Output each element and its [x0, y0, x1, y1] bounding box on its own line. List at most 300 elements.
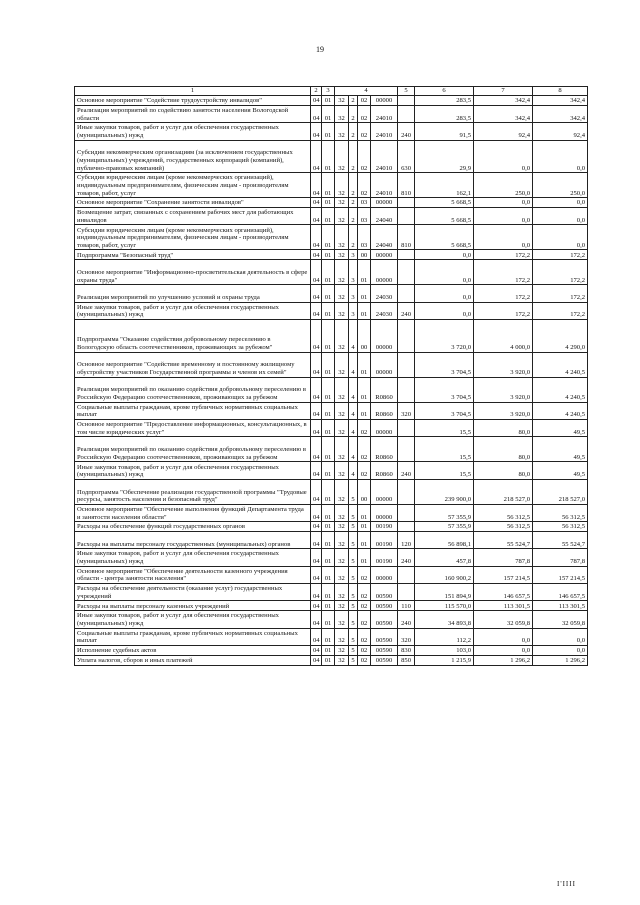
table-row [75, 302, 588, 319]
row-code-direction: 24010 [371, 123, 398, 140]
row-code-subsection: 01 [322, 260, 335, 285]
row-code-subsection: 01 [322, 250, 335, 260]
row-code-direction: 24010 [371, 140, 398, 173]
row-code-section: 04 [311, 549, 322, 566]
row-value-col7: 172,2 [474, 250, 533, 260]
row-code-event: 03 [358, 198, 371, 208]
row-code-direction: R0860 [371, 402, 398, 419]
row-code-section: 04 [311, 402, 322, 419]
row-value-col8: 342,4 [533, 105, 588, 122]
row-value-col6: 5 668,5 [415, 225, 474, 250]
row-code-event: 02 [358, 462, 371, 479]
row-code-program: 32 [335, 140, 349, 173]
row-code-subprogram: 4 [349, 419, 358, 436]
row-code-subsection: 01 [322, 105, 335, 122]
row-code-subsection: 01 [322, 646, 335, 656]
row-code-section: 04 [311, 462, 322, 479]
row-code-event: 02 [358, 601, 371, 611]
row-code-direction: 00190 [371, 549, 398, 566]
row-value-col6: 151 894,9 [415, 584, 474, 601]
row-code-direction: 00000 [371, 319, 398, 352]
row-value-col8: 4 240,5 [533, 402, 588, 419]
row-value-col8: 92,4 [533, 123, 588, 140]
row-value-col8: 0,0 [533, 198, 588, 208]
row-code-expense-type: 240 [398, 302, 415, 319]
row-value-col8: 4 240,5 [533, 352, 588, 377]
row-value-col7: 342,4 [474, 105, 533, 122]
row-name: Расходы на обеспечение функций государственных органов [75, 522, 311, 532]
row-code-program: 32 [335, 302, 349, 319]
row-code-subprogram: 5 [349, 549, 358, 566]
row-code-program: 32 [335, 123, 349, 140]
row-value-col7: 0,0 [474, 628, 533, 645]
column-header-4: 4 [335, 87, 398, 96]
row-code-subsection: 01 [322, 377, 335, 402]
row-name: Подпрограмма "Оказание содействия добровольному переселению в Вологодскую область соотечественников, проживающих за рубежом" [75, 319, 311, 352]
row-code-expense-type [398, 352, 415, 377]
row-code-section: 04 [311, 584, 322, 601]
row-code-direction: 24030 [371, 285, 398, 302]
row-code-expense-type [398, 419, 415, 436]
row-code-direction: 00590 [371, 628, 398, 645]
row-code-section: 04 [311, 352, 322, 377]
row-value-col7: 0,0 [474, 207, 533, 224]
row-code-subprogram: 5 [349, 628, 358, 645]
row-value-col8: 56 312,5 [533, 522, 588, 532]
row-code-subsection: 01 [322, 628, 335, 645]
row-code-program: 32 [335, 584, 349, 601]
row-code-program: 32 [335, 531, 349, 548]
row-code-subprogram: 5 [349, 531, 358, 548]
table-row [75, 628, 588, 645]
row-name: Расходы на обеспечение деятельности (оказание услуг) государственных учреждений [75, 584, 311, 601]
row-value-col8: 218 527,0 [533, 479, 588, 504]
row-value-col8: 172,2 [533, 285, 588, 302]
row-code-section: 04 [311, 198, 322, 208]
row-code-program: 32 [335, 646, 349, 656]
table-row [75, 531, 588, 548]
row-name: Основное мероприятие "Содействие временному и постоянному жилищному обустройству участников Государственной программы и членов их семей" [75, 352, 311, 377]
row-value-col8: 56 312,5 [533, 504, 588, 521]
footer-mark: I'IIII [557, 880, 576, 888]
row-code-event: 02 [358, 105, 371, 122]
row-code-subsection: 01 [322, 207, 335, 224]
table-row [75, 225, 588, 250]
row-name: Социальные выплаты гражданам, кроме публичных нормативных социальных выплат [75, 628, 311, 645]
table-row [75, 123, 588, 140]
table-row [75, 479, 588, 504]
row-code-subprogram: 5 [349, 584, 358, 601]
row-code-subprogram: 4 [349, 402, 358, 419]
row-code-subsection: 01 [322, 479, 335, 504]
row-name: Реализация мероприятий по оказанию содействия добровольному переселению в Российскую Федерацию соотечественников, проживающих за рубежом [75, 437, 311, 462]
row-code-subsection: 01 [322, 566, 335, 583]
page-number: 19 [316, 45, 324, 54]
column-header-5: 5 [398, 87, 415, 96]
row-code-event: 02 [358, 655, 371, 665]
row-value-col8: 32 059,8 [533, 611, 588, 628]
table-row [75, 522, 588, 532]
row-code-program: 32 [335, 173, 349, 198]
row-code-subprogram: 5 [349, 522, 358, 532]
row-value-col6: 0,0 [415, 250, 474, 260]
row-code-expense-type [398, 207, 415, 224]
row-name: Уплата налогов, сборов и иных платежей [75, 655, 311, 665]
row-code-section: 04 [311, 504, 322, 521]
row-code-subprogram: 5 [349, 566, 358, 583]
row-code-program: 32 [335, 611, 349, 628]
row-code-subsection: 01 [322, 173, 335, 198]
row-value-col6: 3 720,0 [415, 319, 474, 352]
row-code-expense-type: 240 [398, 123, 415, 140]
row-value-col6: 15,5 [415, 419, 474, 436]
row-code-direction: 00000 [371, 566, 398, 583]
row-code-subprogram: 2 [349, 140, 358, 173]
row-code-program: 32 [335, 96, 349, 106]
row-code-expense-type [398, 250, 415, 260]
table-row [75, 611, 588, 628]
row-code-expense-type [398, 504, 415, 521]
row-value-col6: 15,5 [415, 437, 474, 462]
row-value-col7: 80,0 [474, 437, 533, 462]
row-name: Реализация мероприятий по улучшению условий и охраны труда [75, 285, 311, 302]
row-value-col7: 55 524,7 [474, 531, 533, 548]
row-name: Иные закупки товаров, работ и услуг для обеспечения государственных (муниципальных) нужд [75, 302, 311, 319]
row-code-expense-type: 320 [398, 402, 415, 419]
row-code-subsection: 01 [322, 531, 335, 548]
table-row [75, 260, 588, 285]
row-name: Подпрограмма "Безопасный труд" [75, 250, 311, 260]
row-code-subprogram: 5 [349, 479, 358, 504]
row-code-event: 02 [358, 96, 371, 106]
row-value-col6: 3 704,5 [415, 352, 474, 377]
row-code-expense-type [398, 105, 415, 122]
row-value-col7: 172,2 [474, 302, 533, 319]
row-code-subprogram: 5 [349, 601, 358, 611]
row-code-event: 02 [358, 584, 371, 601]
row-code-event: 02 [358, 140, 371, 173]
row-value-col7: 113 301,5 [474, 601, 533, 611]
row-code-event: 01 [358, 285, 371, 302]
row-code-subsection: 01 [322, 140, 335, 173]
row-code-subprogram: 2 [349, 207, 358, 224]
row-code-event: 00 [358, 479, 371, 504]
row-code-subprogram: 4 [349, 462, 358, 479]
row-code-event: 03 [358, 207, 371, 224]
row-code-expense-type [398, 566, 415, 583]
row-name: Основное мероприятие "Обеспечение выполнения функций Департамента труда и занятости населения области" [75, 504, 311, 521]
row-code-event: 01 [358, 377, 371, 402]
table-row [75, 504, 588, 521]
table-row [75, 437, 588, 462]
row-code-direction: 00000 [371, 96, 398, 106]
row-name: Реализация мероприятий по содействию занятости населения Вологодской области [75, 105, 311, 122]
column-header-2: 2 [311, 87, 322, 96]
row-code-subprogram: 2 [349, 198, 358, 208]
row-code-direction: 00590 [371, 646, 398, 656]
row-code-subsection: 01 [322, 522, 335, 532]
row-value-col6: 0,0 [415, 285, 474, 302]
table-row [75, 402, 588, 419]
table-row [75, 96, 588, 106]
row-code-subsection: 01 [322, 504, 335, 521]
row-code-event: 02 [358, 646, 371, 656]
row-code-expense-type [398, 260, 415, 285]
row-code-event: 03 [358, 225, 371, 250]
row-code-direction: 00000 [371, 479, 398, 504]
row-value-col7: 0,0 [474, 198, 533, 208]
row-value-col6: 160 900,2 [415, 566, 474, 583]
row-value-col7: 3 920,0 [474, 377, 533, 402]
row-code-section: 04 [311, 479, 322, 504]
row-code-event: 01 [358, 352, 371, 377]
row-code-expense-type: 240 [398, 462, 415, 479]
row-value-col8: 1 296,2 [533, 655, 588, 665]
row-value-col7: 4 000,0 [474, 319, 533, 352]
table-row [75, 352, 588, 377]
row-code-direction: 24030 [371, 302, 398, 319]
row-value-col6: 1 215,9 [415, 655, 474, 665]
table-row [75, 601, 588, 611]
row-code-event: 00 [358, 250, 371, 260]
row-code-subprogram: 5 [349, 655, 358, 665]
row-code-subprogram: 4 [349, 352, 358, 377]
row-name: Субсидии юридическим лицам (кроме некоммерческих организаций), индивидуальным предпринимателям, физическим лицам - производителям товаров, работ, услуг [75, 173, 311, 198]
row-code-program: 32 [335, 566, 349, 583]
row-code-expense-type [398, 198, 415, 208]
row-value-col7: 3 920,0 [474, 402, 533, 419]
row-code-section: 04 [311, 140, 322, 173]
row-code-section: 04 [311, 611, 322, 628]
row-code-expense-type [398, 584, 415, 601]
row-code-subsection: 01 [322, 225, 335, 250]
row-code-direction: 24040 [371, 207, 398, 224]
row-value-col6: 112,2 [415, 628, 474, 645]
row-value-col6: 115 570,0 [415, 601, 474, 611]
row-value-col7: 0,0 [474, 646, 533, 656]
row-value-col8: 0,0 [533, 646, 588, 656]
row-code-direction: 00000 [371, 504, 398, 521]
row-value-col6: 283,5 [415, 105, 474, 122]
row-name: Основное мероприятие "Предоставление информационных, консультационных, в том числе юридических услуг" [75, 419, 311, 436]
row-value-col6: 3 704,5 [415, 377, 474, 402]
column-header-3: 3 [322, 87, 335, 96]
row-name: Реализация мероприятий по оказанию содействия добровольному переселению в Российскую Федерацию соотечественников, проживающих за рубежом [75, 377, 311, 402]
row-code-event: 01 [358, 302, 371, 319]
row-code-expense-type: 810 [398, 225, 415, 250]
row-code-expense-type: 120 [398, 531, 415, 548]
row-value-col7: 92,4 [474, 123, 533, 140]
row-value-col7: 56 312,5 [474, 522, 533, 532]
row-code-program: 32 [335, 198, 349, 208]
row-code-program: 32 [335, 225, 349, 250]
row-code-program: 32 [335, 352, 349, 377]
row-code-direction: 00190 [371, 522, 398, 532]
row-name: Расходы на выплаты персоналу казенных учреждений [75, 601, 311, 611]
table-row [75, 140, 588, 173]
row-value-col6: 283,5 [415, 96, 474, 106]
row-code-event: 01 [358, 504, 371, 521]
table-header-row [75, 87, 588, 96]
table-row [75, 250, 588, 260]
row-code-program: 32 [335, 285, 349, 302]
row-value-col6: 162,1 [415, 173, 474, 198]
row-code-section: 04 [311, 96, 322, 106]
row-value-col8: 342,4 [533, 96, 588, 106]
row-code-program: 32 [335, 260, 349, 285]
row-code-subsection: 01 [322, 352, 335, 377]
row-code-program: 32 [335, 207, 349, 224]
row-value-col7: 342,4 [474, 96, 533, 106]
row-value-col7: 218 527,0 [474, 479, 533, 504]
row-code-subsection: 01 [322, 123, 335, 140]
row-code-expense-type: 110 [398, 601, 415, 611]
row-code-event: 00 [358, 319, 371, 352]
row-code-section: 04 [311, 377, 322, 402]
row-code-section: 04 [311, 285, 322, 302]
row-value-col8: 250,0 [533, 173, 588, 198]
row-code-program: 32 [335, 628, 349, 645]
row-code-subprogram: 2 [349, 123, 358, 140]
row-code-subprogram: 3 [349, 285, 358, 302]
row-value-col6: 34 893,8 [415, 611, 474, 628]
row-code-section: 04 [311, 522, 322, 532]
row-code-event: 02 [358, 566, 371, 583]
row-code-subsection: 01 [322, 584, 335, 601]
row-code-direction: 24010 [371, 173, 398, 198]
row-code-program: 32 [335, 250, 349, 260]
row-code-direction: 00000 [371, 260, 398, 285]
row-value-col6: 5 668,5 [415, 198, 474, 208]
row-code-expense-type: 850 [398, 655, 415, 665]
row-value-col8: 49,5 [533, 419, 588, 436]
row-code-event: 02 [358, 123, 371, 140]
row-value-col6: 103,0 [415, 646, 474, 656]
row-value-col6: 56 898,1 [415, 531, 474, 548]
row-code-program: 32 [335, 479, 349, 504]
row-value-col6: 0,0 [415, 302, 474, 319]
row-code-event: 01 [358, 260, 371, 285]
budget-table [74, 86, 588, 666]
row-code-section: 04 [311, 601, 322, 611]
row-code-expense-type: 630 [398, 140, 415, 173]
row-code-subsection: 01 [322, 611, 335, 628]
table-row [75, 462, 588, 479]
row-name: Субсидии некоммерческим организациям (за исключением государственных (муниципальных) учреждений, государственных корпораций (компаний), публично-правовых компаний) [75, 140, 311, 173]
row-code-section: 04 [311, 207, 322, 224]
row-value-col7: 146 657,5 [474, 584, 533, 601]
row-value-col8: 4 290,0 [533, 319, 588, 352]
row-value-col8: 55 524,7 [533, 531, 588, 548]
row-value-col7: 56 312,5 [474, 504, 533, 521]
row-code-program: 32 [335, 549, 349, 566]
row-code-subsection: 01 [322, 462, 335, 479]
table-row [75, 207, 588, 224]
row-code-subsection: 01 [322, 437, 335, 462]
row-code-subsection: 01 [322, 96, 335, 106]
row-value-col6: 57 355,9 [415, 504, 474, 521]
row-code-subprogram: 2 [349, 225, 358, 250]
row-code-subsection: 01 [322, 302, 335, 319]
row-code-section: 04 [311, 419, 322, 436]
row-code-section: 04 [311, 628, 322, 645]
row-value-col6: 457,8 [415, 549, 474, 566]
row-code-expense-type: 240 [398, 549, 415, 566]
row-code-subsection: 01 [322, 549, 335, 566]
row-code-expense-type [398, 96, 415, 106]
row-code-direction: 00000 [371, 198, 398, 208]
row-value-col8: 49,5 [533, 462, 588, 479]
row-code-event: 02 [358, 419, 371, 436]
row-value-col7: 250,0 [474, 173, 533, 198]
row-value-col8: 113 301,5 [533, 601, 588, 611]
row-code-direction: R0860 [371, 377, 398, 402]
row-code-subprogram: 2 [349, 96, 358, 106]
row-name: Подпрограмма "Обеспечение реализации государственной программы "Трудовые ресурсы, занятость населения и безопасный труд" [75, 479, 311, 504]
row-value-col6: 3 704,5 [415, 402, 474, 419]
row-code-subsection: 01 [322, 419, 335, 436]
row-code-program: 32 [335, 419, 349, 436]
row-code-event: 02 [358, 611, 371, 628]
row-value-col7: 157 214,5 [474, 566, 533, 583]
row-code-direction: R0860 [371, 437, 398, 462]
row-name: Основное мероприятие "Обеспечение деятельности казенного учреждения области - центра занятости населения" [75, 566, 311, 583]
row-code-direction: R0860 [371, 462, 398, 479]
row-value-col8: 0,0 [533, 628, 588, 645]
row-code-program: 32 [335, 601, 349, 611]
row-value-col8: 0,0 [533, 225, 588, 250]
row-value-col7: 1 296,2 [474, 655, 533, 665]
row-code-subprogram: 5 [349, 611, 358, 628]
row-value-col7: 787,8 [474, 549, 533, 566]
row-value-col8: 0,0 [533, 140, 588, 173]
row-code-subprogram: 4 [349, 377, 358, 402]
row-value-col6: 29,9 [415, 140, 474, 173]
row-code-direction: 24040 [371, 225, 398, 250]
row-code-subsection: 01 [322, 198, 335, 208]
row-value-col7: 0,0 [474, 225, 533, 250]
table-row [75, 566, 588, 583]
row-code-subsection: 01 [322, 601, 335, 611]
column-header-6: 6 [415, 87, 474, 96]
row-code-program: 32 [335, 319, 349, 352]
row-code-subsection: 01 [322, 402, 335, 419]
table-row [75, 419, 588, 436]
row-code-subprogram: 3 [349, 260, 358, 285]
row-code-expense-type [398, 522, 415, 532]
row-code-subprogram: 3 [349, 302, 358, 319]
row-code-event: 01 [358, 402, 371, 419]
column-header-7: 7 [474, 87, 533, 96]
table-row [75, 655, 588, 665]
row-value-col8: 172,2 [533, 302, 588, 319]
row-code-section: 04 [311, 250, 322, 260]
row-code-expense-type: 810 [398, 173, 415, 198]
row-code-expense-type [398, 437, 415, 462]
row-code-section: 04 [311, 260, 322, 285]
row-code-section: 04 [311, 319, 322, 352]
row-code-subprogram: 5 [349, 504, 358, 521]
table-row [75, 173, 588, 198]
column-header-1: 1 [75, 87, 311, 96]
row-code-direction: 00590 [371, 601, 398, 611]
row-code-section: 04 [311, 437, 322, 462]
row-code-section: 04 [311, 225, 322, 250]
row-code-section: 04 [311, 105, 322, 122]
row-value-col7: 32 059,8 [474, 611, 533, 628]
row-name: Иные закупки товаров, работ и услуг для обеспечения государственных (муниципальных) нужд [75, 611, 311, 628]
table-row [75, 377, 588, 402]
